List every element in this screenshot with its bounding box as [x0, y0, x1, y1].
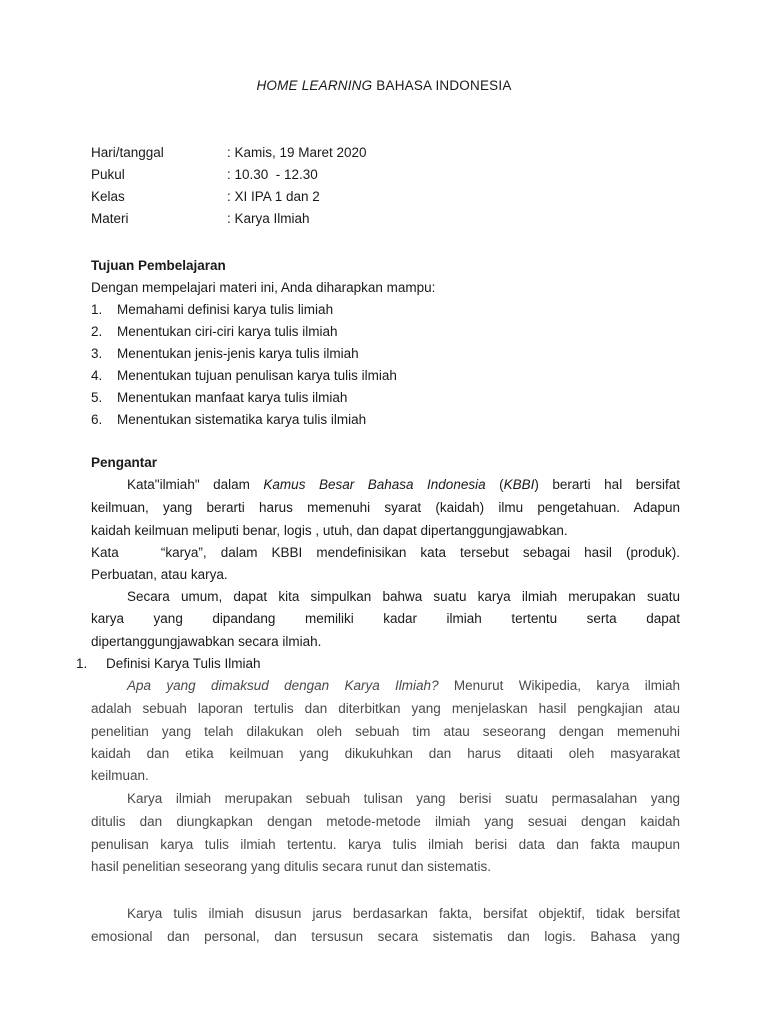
section1-c-line2: emosional dan personal, dan tersusun secara sistematis dan logis. Bahasa yang	[91, 929, 680, 944]
info-value: : XI IPA 1 dan 2	[227, 189, 320, 204]
text-run: Menurut Wikipedia, karya ilmiah	[438, 678, 680, 693]
list-text: Menentukan tujuan penulisan karya tulis ilmiah	[117, 368, 397, 383]
list-text: Menentukan jenis-jenis karya tulis ilmiah	[117, 346, 359, 361]
text-run: ) berarti hal bersifat	[534, 477, 680, 492]
section1-b-line2: ditulis dan diungkapkan dengan metode-metode ilmiah yang sesuai dengan kaidah	[91, 814, 680, 829]
section1-a-line3: penelitian yang telah dilakukan oleh sebuah tim atau seseorang dengan memenuhi	[91, 724, 680, 739]
section1-b-line1: Karya ilmiah merupakan sebuah tulisan yang berisi suatu permasalahan yang	[127, 791, 680, 806]
section1-a-line2: adalah sebuah laporan tertulis dan diterbitkan yang menjelaskan hasil pengkajian atau	[91, 701, 680, 716]
list-text: Menentukan sistematika karya tulis ilmiah	[117, 412, 367, 427]
info-label: Pukul	[91, 167, 125, 182]
text-run: Kata"ilmiah" dalam	[127, 477, 264, 492]
tujuan-intro: Dengan mempelajari materi ini, Anda diharapkan mampu:	[91, 280, 436, 295]
section1-a-line1	[127, 678, 680, 693]
section1-a-line4: kaidah dan etika keilmuan yang dikukuhkan dan harus ditaati oleh masyarakat	[91, 746, 680, 761]
section-heading: Definisi Karya Tulis Ilmiah	[106, 656, 261, 671]
list-number: 2.	[91, 324, 103, 339]
info-value: : 10.30 - 12.30	[227, 167, 318, 182]
section1-a-line5: keilmuan.	[91, 768, 149, 783]
pengantar-p2-line1: Kata “karya”, dalam KBBI mendefinisikan kata tersebut sebagai hasil (produk).	[91, 545, 680, 560]
section1-b-line3: penulisan karya tulis ilmiah tertentu. karya tulis ilmiah berisi data dan fakta maupun	[91, 837, 680, 852]
pengantar-heading: Pengantar	[91, 455, 158, 470]
text-run: (	[485, 477, 504, 492]
list-text: Menentukan ciri-ciri karya tulis ilmiah	[117, 324, 338, 339]
text-run-italic: KBBI	[503, 477, 535, 492]
section1-b-line4: hasil penelitian seseorang yang ditulis secara runut dan sistematis.	[91, 859, 491, 874]
pengantar-p3-line3: dipertanggungjawabkan secara ilmiah.	[91, 634, 322, 649]
pengantar-p1-line3: kaidah keilmuan meliputi benar, logis , utuh, dan dapat dipertanggungjawabkan.	[91, 523, 568, 538]
pengantar-p1-line1	[127, 477, 680, 492]
list-text: Memahami definisi karya tulis limiah	[117, 302, 334, 317]
list-number: 1.	[91, 302, 103, 317]
page-title-rest: BAHASA INDONESIA	[372, 78, 512, 93]
text-run-italic: Apa yang dimaksud dengan Karya Ilmiah?	[127, 678, 439, 693]
info-label: Hari/tanggal	[91, 145, 164, 160]
info-value: : Karya Ilmiah	[227, 211, 310, 226]
list-number: 4.	[91, 368, 103, 383]
info-value: : Kamis, 19 Maret 2020	[227, 145, 367, 160]
list-number: 6.	[91, 412, 103, 427]
section-number: 1.	[76, 656, 88, 671]
pengantar-p3-line2: karya yang dipandang memiliki kadar ilmiah tertentu serta dapat	[91, 611, 680, 626]
section1-c-line1: Karya tulis ilmiah disusun jarus berdasarkan fakta, bersifat objektif, tidak bersifat	[127, 906, 680, 921]
tujuan-heading: Tujuan Pembelajaran	[91, 258, 226, 273]
page-title	[0, 78, 768, 93]
text-run-italic: Kamus Besar Bahasa Indonesia	[263, 477, 486, 492]
info-label: Materi	[91, 211, 129, 226]
list-text: Menentukan manfaat karya tulis ilmiah	[117, 390, 348, 405]
list-number: 3.	[91, 346, 103, 361]
pengantar-p2-line2: Perbuatan, atau karya.	[91, 567, 228, 582]
page-title-italic: HOME LEARNING	[256, 78, 373, 93]
info-label: Kelas	[91, 189, 125, 204]
pengantar-p3-line1: Secara umum, dapat kita simpulkan bahwa suatu karya ilmiah merupakan suatu	[127, 589, 680, 604]
pengantar-p1-line2: keilmuan, yang berarti harus memenuhi syarat (kaidah) ilmu pengetahuan. Adapun	[91, 500, 680, 515]
list-number: 5.	[91, 390, 103, 405]
